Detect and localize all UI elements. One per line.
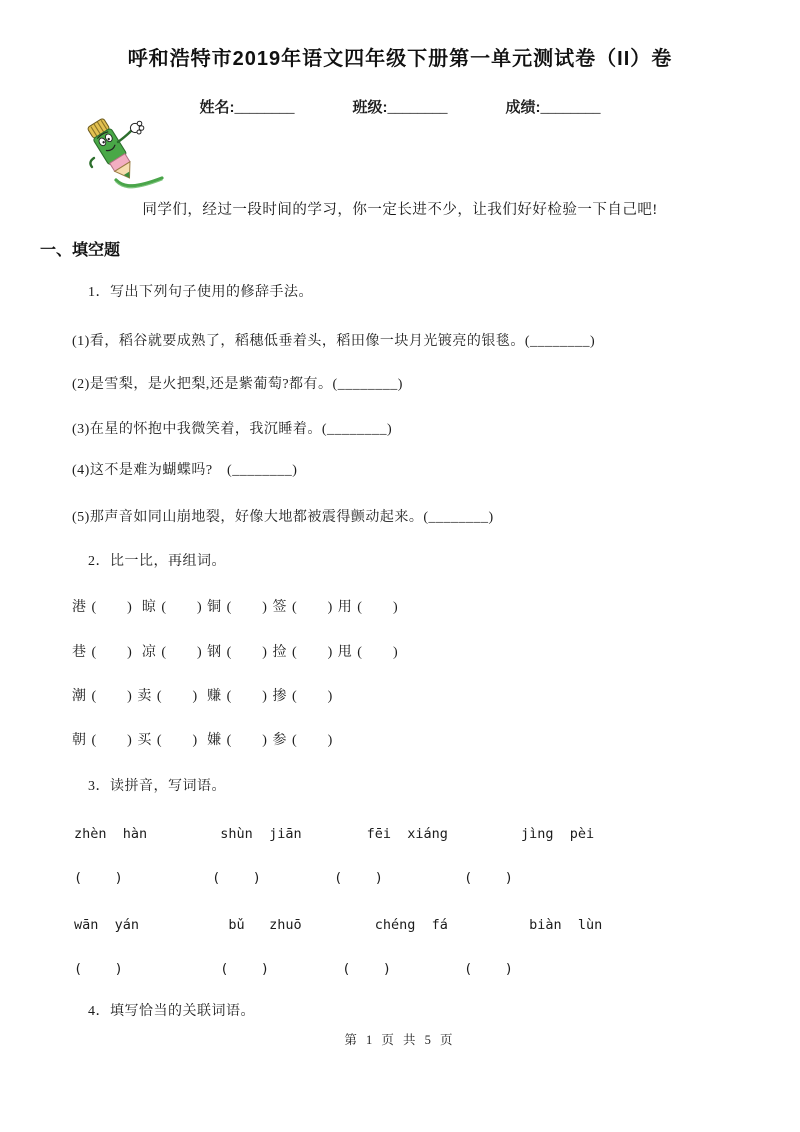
- question-1-item-4: (4)这不是难为蝴蝶吗? (________): [72, 463, 298, 478]
- class-field: [353, 98, 448, 118]
- page-footer: 第 1 页 共 5 页: [344, 1033, 456, 1047]
- class-label: 班级:: [352, 99, 388, 116]
- question-3-brackets-row-2: ( ) ( ) ( ) ( ): [74, 961, 513, 977]
- question-3-pinyin-row-2: wān yán bǔ zhuō chéng fá biàn lùn: [74, 917, 603, 933]
- question-2-row-2: 巷 ( ) 凉 ( ) 钢 ( ) 捡 ( ) 甩 ( ): [72, 645, 399, 660]
- question-1-item-5: (5)那声音如同山崩地裂，好像大地都被震得颤动起来。(________): [72, 510, 494, 525]
- pencil-mascot-icon: [72, 118, 164, 192]
- question-1-item-2: (2)是雪梨，是火把梨,还是紫葡萄?都有。(________): [72, 377, 403, 392]
- question-1-stem: 1．写出下列句子使用的修辞手法。: [88, 285, 313, 300]
- score-blank: ________: [540, 100, 601, 116]
- section-heading-fill-in: 一、填空题: [40, 242, 121, 259]
- name-field: [200, 98, 295, 118]
- question-2-stem: 2．比一比，再组词。: [88, 554, 226, 569]
- name-blank: ________: [234, 100, 295, 116]
- question-3-brackets-row-1: ( ) ( ) ( ) ( ): [74, 870, 513, 886]
- question-3-pinyin-row-1: zhèn hàn shùn jiān fēi xiáng jìng pèi: [74, 826, 595, 842]
- question-2-row-3: 潮 ( ) 卖 ( ) 赚 ( ) 掺 ( ): [72, 689, 334, 704]
- question-1-item-1: (1)看，稻谷就要成熟了，稻穗低垂着头，稻田像一块月光镀亮的银毯。(________): [72, 334, 596, 349]
- student-info-row: [40, 98, 760, 118]
- score-field: [506, 98, 601, 118]
- question-3-stem: 3．读拼音，写词语。: [88, 779, 226, 794]
- question-1-item-3: (3)在星的怀抱中我微笑着，我沉睡着。(________): [72, 422, 393, 437]
- question-4-stem: 4．填写恰当的关联词语。: [88, 1004, 255, 1019]
- question-2-row-4: 朝 ( ) 买 ( ) 嫌 ( ) 参 ( ): [72, 733, 334, 748]
- class-blank: ________: [387, 100, 448, 116]
- page-title: 呼和浩特市2019年语文四年级下册第一单元测试卷（II）卷: [127, 48, 673, 70]
- name-label: 姓名:: [199, 99, 235, 116]
- score-label: 成绩:: [505, 99, 541, 116]
- question-2-row-1: 港 ( ) 晾 ( ) 铜 ( ) 签 ( ) 用 ( ): [72, 600, 399, 615]
- intro-text: 同学们，经过一段时间的学习，你一定长进不少，让我们好好检验一下自己吧!: [142, 202, 658, 218]
